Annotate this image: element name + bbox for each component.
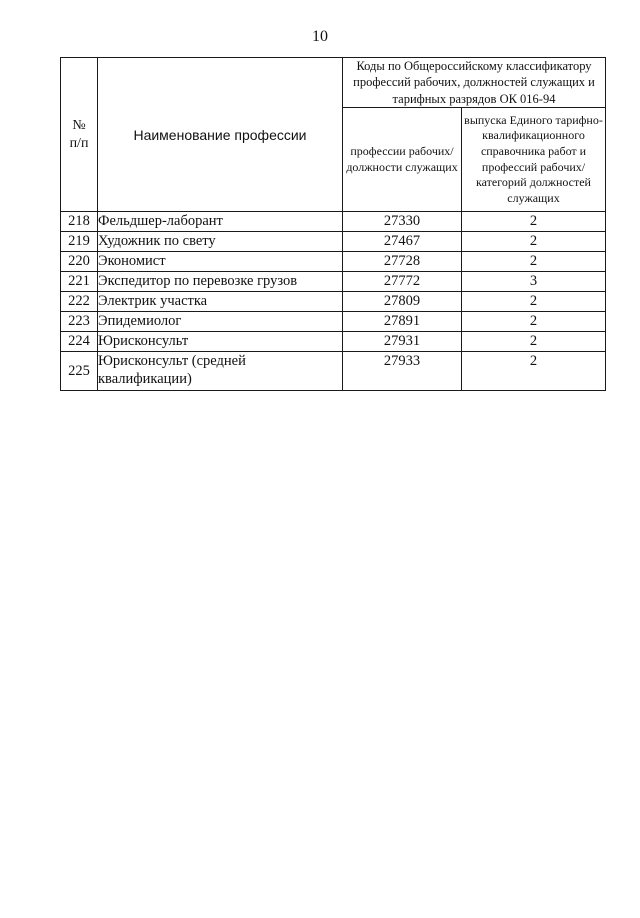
row-profession-code: 27772 — [343, 272, 462, 292]
row-number: 221 — [61, 272, 98, 292]
row-issue: 2 — [462, 252, 606, 272]
table-row — [61, 292, 606, 312]
row-profession-code: 27728 — [343, 252, 462, 272]
row-issue: 2 — [462, 352, 606, 391]
row-profession-code: 27330 — [343, 212, 462, 232]
table-row — [61, 352, 606, 391]
header-profession-code: профессии рабочих/ должности служащих — [343, 108, 462, 212]
table-body — [61, 212, 606, 391]
row-profession-code: 27933 — [343, 352, 462, 391]
row-issue: 2 — [462, 292, 606, 312]
row-number: 222 — [61, 292, 98, 312]
table-header — [61, 58, 606, 212]
table-row — [61, 232, 606, 252]
row-issue: 2 — [462, 312, 606, 332]
table-row — [61, 212, 606, 232]
header-codes-group: Коды по Общероссийскому классификатору профессий рабочих, должностей служащих и тарифных разрядов ОК 016-94 — [343, 58, 606, 108]
row-profession-name: Эпидемиолог — [98, 312, 343, 332]
row-profession-code: 27931 — [343, 332, 462, 352]
profession-codes-table — [60, 57, 606, 391]
row-number: 220 — [61, 252, 98, 272]
row-profession-name: Экспедитор по перевозке грузов — [98, 272, 343, 292]
row-number: 223 — [61, 312, 98, 332]
row-profession-name: Электрик участка — [98, 292, 343, 312]
table-row — [61, 272, 606, 292]
row-profession-name: Юрисконсульт (средней квалификации) — [98, 352, 343, 391]
page-number: 10 — [312, 28, 328, 45]
header-issue: выпуска Единого тарифно-квалификационного справочника работ и профессий рабочих/категорий должностей служащих — [462, 108, 606, 212]
row-profession-name: Художник по свету — [98, 232, 343, 252]
row-profession-code: 27467 — [343, 232, 462, 252]
row-profession-name: Юрисконсульт — [98, 332, 343, 352]
row-number: 224 — [61, 332, 98, 352]
table-row — [61, 312, 606, 332]
row-profession-code: 27891 — [343, 312, 462, 332]
row-number: 218 — [61, 212, 98, 232]
row-number: 219 — [61, 232, 98, 252]
row-profession-name: Фельдшер-лаборант — [98, 212, 343, 232]
row-issue: 2 — [462, 212, 606, 232]
row-issue: 2 — [462, 332, 606, 352]
row-issue: 2 — [462, 232, 606, 252]
header-number-label: № п/п — [69, 118, 89, 151]
header-profession-name: Наименование профессии — [98, 58, 343, 212]
table-row — [61, 332, 606, 352]
row-profession-code: 27809 — [343, 292, 462, 312]
table-row — [61, 252, 606, 272]
header-number — [61, 58, 98, 212]
row-profession-name: Экономист — [98, 252, 343, 272]
row-number: 225 — [61, 352, 98, 391]
row-issue: 3 — [462, 272, 606, 292]
